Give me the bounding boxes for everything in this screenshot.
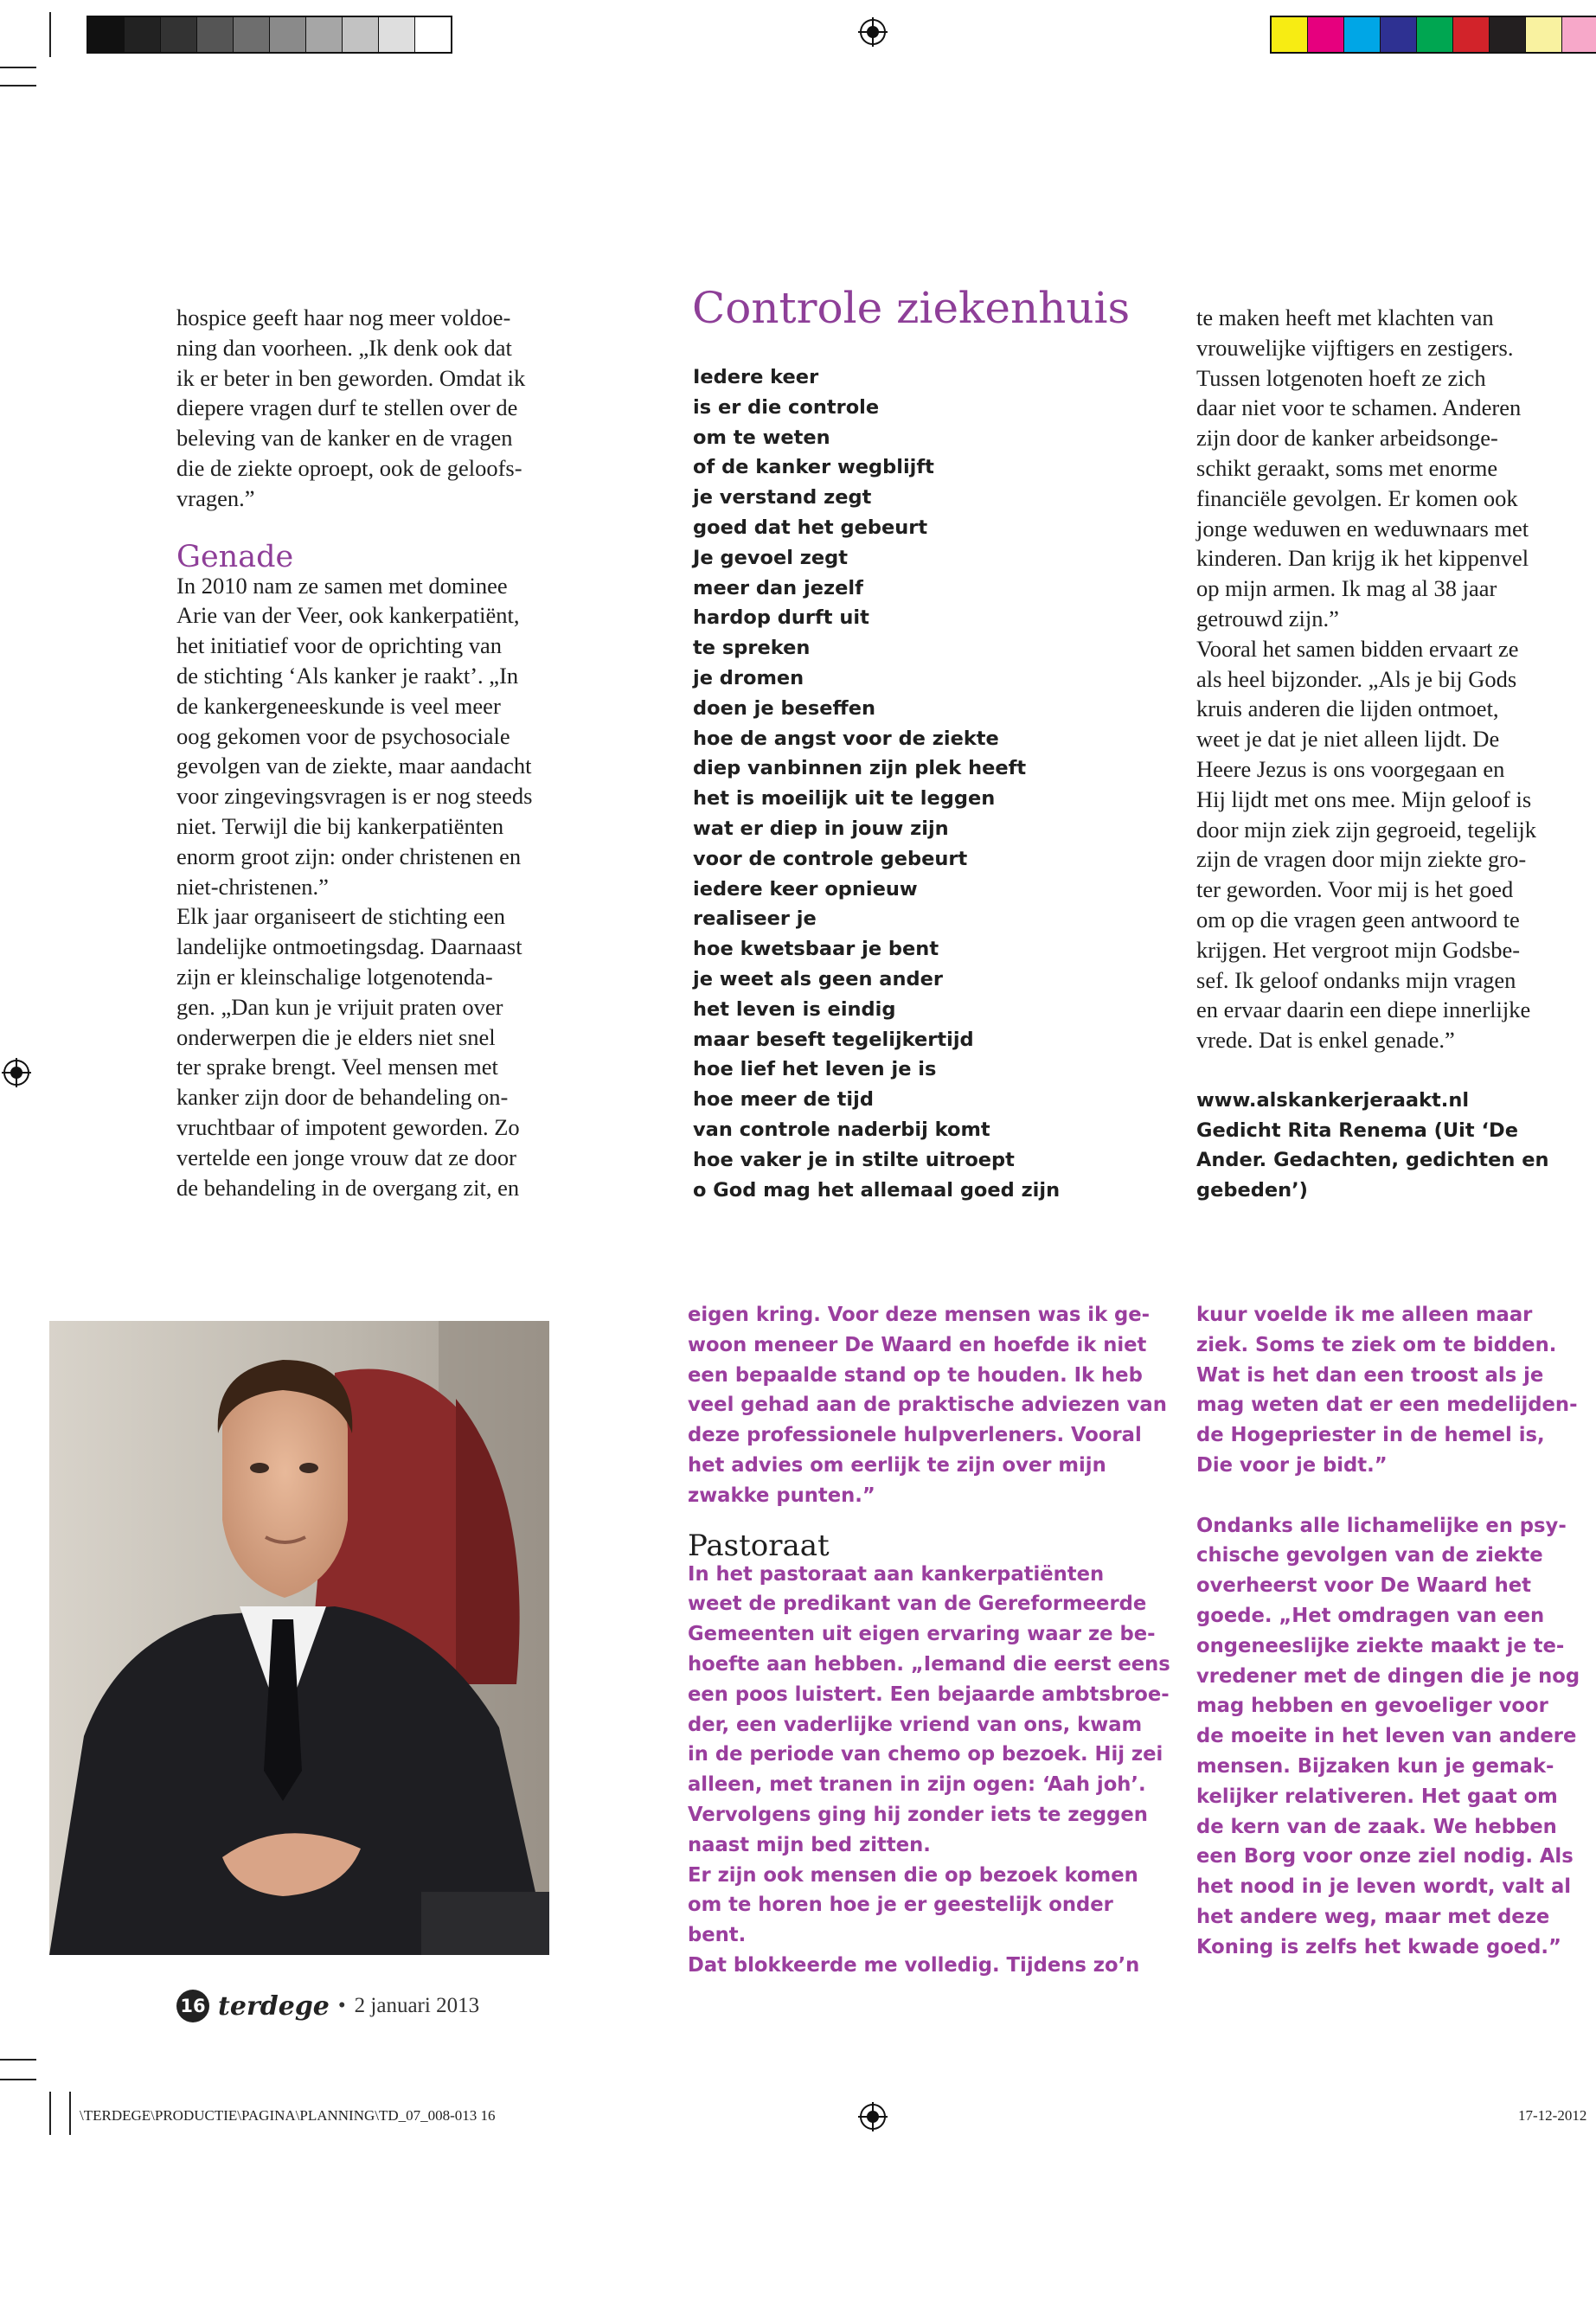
portrait-photo [49, 1321, 549, 1955]
color-swatch [125, 17, 161, 52]
section-heading-genade: Genade [176, 539, 294, 574]
slug-date: 17-12-2012 [1518, 2107, 1587, 2124]
color-swatch [161, 17, 197, 52]
crop-mark [49, 2092, 51, 2135]
poem-line: je verstand zegt [693, 486, 872, 510]
poem-line: hoe meer de tijd [693, 1088, 874, 1112]
body-paragraph: In het pastoraat aan kankerpatiënten weet de predikant van de Gereformeerde Gemeenten uit eigen ervaring waar ze be- hoefte aan hebben. „Iemand die eerst eens een poos luistert. Een bejaarde ambtsbroe- der, een vaderlijke vriend van ons, kwam in de periode van chemo op bezoek. Hij zei alleen, met tranen in zijn ogen: ‘Aah joh’. Vervolgens ging hij zonder iets te zeggen naast mijn bed zitten. [688, 1562, 1170, 1856]
interview-column-right [1196, 1300, 1590, 1963]
poem-line: hoe lief het leven je is [693, 1058, 937, 1081]
poem-line: voor de controle gebeurt [693, 847, 968, 870]
crop-mark [0, 2079, 36, 2080]
poem-line: iedere keer opnieuw [693, 877, 918, 901]
page-footer [176, 1990, 479, 2022]
body-paragraph: Er zijn ook mensen die op bezoek komen om te horen hoe je er geestelijk onder bent. Dat blokkeerde me volledig. Tijdens zo’n [688, 1863, 1140, 1977]
poem-line: diep vanbinnen zijn plek heeft [693, 757, 1027, 780]
page-number: 16 [176, 1990, 209, 2022]
body-paragraph: te maken heeft met klachten van vrouwelijke vijftigers en zestigers. Tussen lotgenoten hoeft ze zich daar niet voor te schamen. Anderen zijn door de kanker arbeidsonge- schikt geraakt, soms met enorme financiële gevolgen. Er komen ook jonge weduwen en weduwnaars met kinderen. Dan krijg ik het kippenvel op mijn armen. Ik mag al 38 jaar getrouwd zijn.” [1196, 304, 1529, 631]
poem-line: je weet als geen ander [693, 967, 943, 990]
poem-line: te spreken [693, 637, 811, 660]
poem-line: Iedere keer [693, 366, 819, 388]
poem-line: van controle naderbij komt [693, 1118, 990, 1141]
color-swatch [1272, 17, 1308, 52]
poem-line: of de kanker wegblijft [693, 456, 934, 479]
color-swatch [197, 17, 234, 52]
poem-line: maar beseft tegelijkertijd [693, 1028, 974, 1051]
poem-line: Je gevoel zegt [693, 546, 848, 569]
color-swatch [1344, 17, 1381, 52]
crop-mark [0, 85, 36, 87]
crop-mark [69, 2092, 71, 2135]
poem-line: doen je beseffen [693, 696, 876, 720]
magazine-logo: terdege [218, 1990, 330, 2022]
poem-line: goed dat het gebeurt [693, 516, 928, 539]
poem-line: je dromen [693, 666, 804, 689]
poem-line: meer dan jezelf [693, 576, 863, 599]
body-paragraph: Vooral het samen bidden ervaart ze als heel bijzonder. „Als je bij Gods kruis anderen die lijden ontmoet, weet je dat je niet alleen lijdt. De Heere Jezus is ons voorgegaan en Hij lijdt met ons mee. Mijn geloof is door mijn ziek zijn gegroeid, tegelijk zijn de vragen door mijn ziekte gro- ter geworden. Voor mij is het goed om op die vragen geen antwoord te krijgen. Het vergroot mijn Godsbe- sef. Ik geloof ondanks mijn vragen en ervaar daarin een diepe innerlijke vrede. Dat is enkel genade.” [1196, 635, 1536, 1054]
color-swatch [234, 17, 270, 52]
color-swatch [1562, 17, 1596, 52]
body-paragraph: hospice geeft haar nog meer voldoe- ning dan voorheen. „Ik denk ook dat ik er beter in ben geworden. Omdat ik diepere vragen durf te stellen over de beleving van de kanker en de vragen die de ziekte oproept, ook de geloofs- vragen.” [176, 304, 526, 511]
poem-line: het leven is eindig [693, 997, 896, 1021]
registration-mark-icon [2, 1058, 31, 1087]
body-paragraph: Ondanks alle lichamelijke en psy- chische gevolgen van de ziekte overheerst voor De Waard het goede. „Het omdragen van een ongeneeslijke ziekte maakt je te- vredener met de dingen die je nog mag hebben en gevoeliger voor de moeite in het leven van andere mensen. Bijzaken kun je gemak- kelijker relativeren. Het gaat om de kern van de zaak. We hebben een Borg voor onze ziel nodig. Als het nood in je leven wordt, valt al het andere weg, maar met deze Koning is zelfs het kwade goed.” [1196, 1514, 1580, 1958]
grey-swatch-bar [87, 16, 452, 54]
slug-file-path: \TERDEGE\PRODUCTIE\PAGINA\PLANNING\TD_07_008-013 16 [80, 2107, 496, 2124]
poem-line: het is moeilijk uit te leggen [693, 787, 996, 811]
poem-line: hoe kwetsbaar je bent [693, 938, 939, 961]
poem-line: hardop durft uit [693, 606, 869, 630]
registration-mark-icon [858, 2102, 888, 2131]
issue-date: 2 januari 2013 [354, 1994, 480, 2017]
color-swatch [270, 17, 306, 52]
color-swatch [1308, 17, 1344, 52]
color-swatch [1490, 17, 1526, 52]
portrait-illustration [49, 1321, 549, 1955]
color-swatch [415, 17, 451, 52]
crop-mark [49, 12, 51, 57]
color-swatch [343, 17, 379, 52]
website-link[interactable]: www.alskankerjeraakt.nl [1196, 1088, 1470, 1112]
article-column-left [176, 303, 583, 1202]
interview-column-middle [688, 1300, 1172, 1981]
registration-mark-icon [858, 17, 888, 47]
poem-body [693, 362, 1091, 1205]
poem-line: is er die controle [693, 395, 880, 419]
color-swatch [379, 17, 415, 52]
poem-credit: Gedicht Rita Renema (Uit ‘De Ander. Gedachten, gedichten en gebeden’) [1196, 1118, 1549, 1202]
poem-line: hoe vaker je in stilte uitroept [693, 1148, 1015, 1171]
color-swatch [306, 17, 343, 52]
poem-line: realiseer je [693, 907, 817, 931]
crop-mark [0, 67, 36, 68]
article-column-right [1196, 303, 1586, 1206]
color-swatch [1381, 17, 1417, 52]
poem-line: om te weten [693, 426, 830, 449]
poem-title: Controle ziekenhuis [692, 283, 1131, 333]
poem-line: o God mag het allemaal goed zijn [693, 1178, 1061, 1202]
body-paragraph: eigen kring. Voor deze mensen was ik ge- woon meneer De Waard en hoefde ik niet een bepaalde stand op te houden. Ik heb veel gehad aan de praktische adviezen van deze professionele hulpverleners. Vooral het advies om eerlijk te zijn over mijn zwakke punten.” [688, 1304, 1167, 1507]
color-swatch [1453, 17, 1490, 52]
poem-line: wat er diep in jouw zijn [693, 817, 949, 840]
crop-mark [0, 2059, 36, 2061]
body-paragraph: Elk jaar organiseert de stichting een landelijke ontmoetingsdag. Daarnaast zijn er kleinschalige lotgenotenda- gen. „Dan kun je vrijuit praten over onderwerpen die je elders niet snel ter sprake brengt. Veel mensen met kanker zijn door de behandeling on- vruchtbaar of impotent geworden. Zo vertelde een jonge vrouw dat ze door de behandeling in de overgang zit, en [176, 903, 522, 1201]
poem-line: hoe de angst voor de ziekte [693, 727, 999, 750]
color-swatch-bar [1270, 16, 1596, 54]
body-paragraph: In 2010 nam ze samen met dominee Arie van der Veer, ook kankerpatiënt, het initiatief voor de oprichting van de stichting ‘Als kanker je raakt’. „In de kankergeneeskunde is veel meer oog gekomen voor de psychosociale gevolgen van de ziekte, maar aandacht voor zingevingsvragen is er nog steeds niet. Terwijl die bij kankerpatiënten enorm groot zijn: onder christenen en niet-christenen.” [176, 572, 533, 900]
section-heading-pastoraat: Pastoraat [688, 1528, 830, 1563]
color-swatch [88, 17, 125, 52]
body-paragraph: kuur voelde ik me alleen maar ziek. Soms te ziek om te bidden. Wat is het dan een troost als je mag weten dat er een medelijden- de Hogepriester in de hemel is, Die voor je bidt.” [1196, 1304, 1578, 1477]
color-swatch [1526, 17, 1562, 52]
color-swatch [1417, 17, 1453, 52]
footer-bullet: • [337, 1994, 346, 2017]
